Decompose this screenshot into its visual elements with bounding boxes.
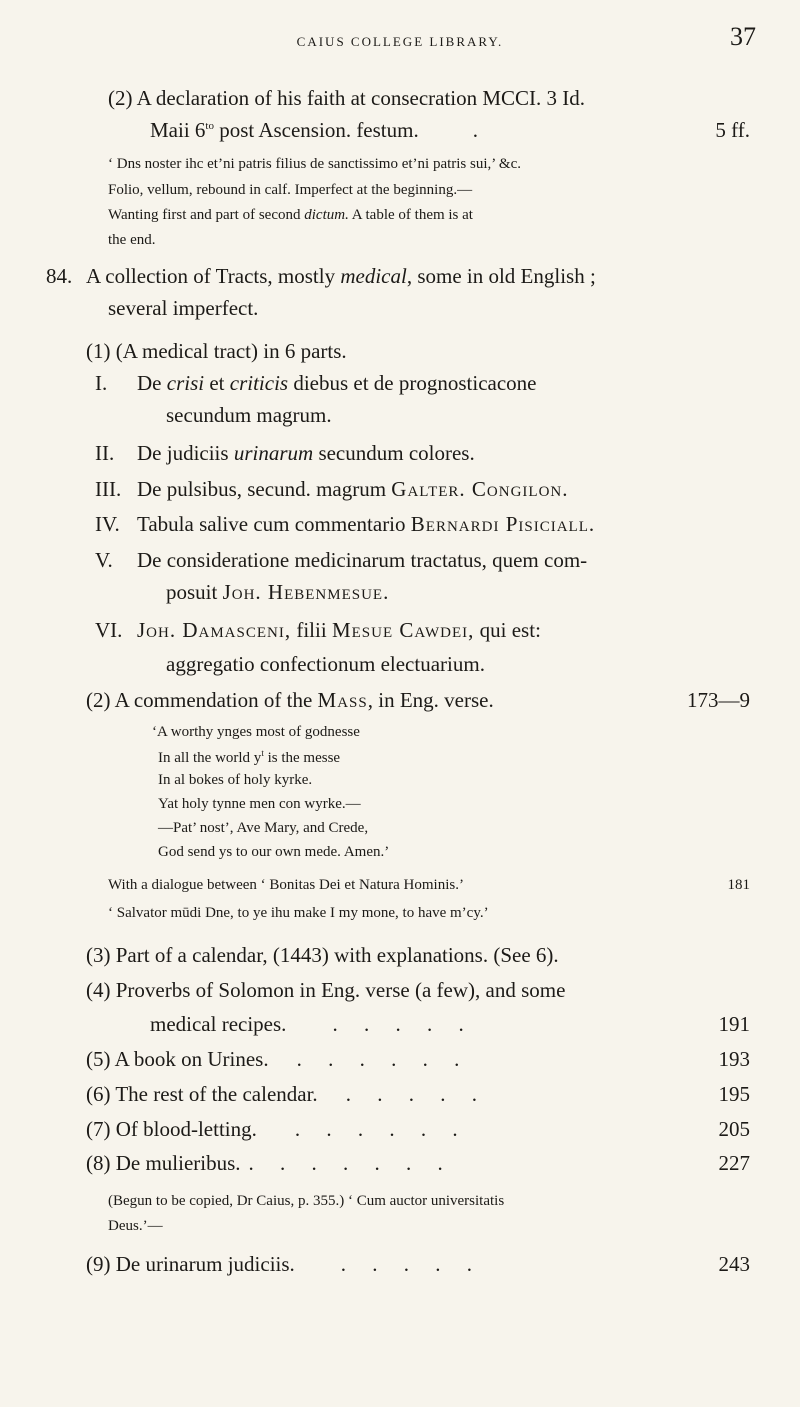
subpart-1-e: diebus et de prognosticacone bbox=[288, 371, 537, 395]
salvator-incipit: ‘ Salvator mūdi Dne, to ye ihu make I my mone, to have m’cy.’ bbox=[108, 905, 489, 921]
subpart-1-num: I. bbox=[95, 371, 108, 395]
subpart-6-author-2: Mesue Cawdei, bbox=[331, 618, 475, 642]
subpart-5-cont-a: posuit bbox=[166, 580, 223, 604]
entry-title-line2: several imperfect. bbox=[108, 296, 259, 320]
part-7-page-ref: 205 bbox=[718, 1117, 750, 1141]
prev-item-line2-text: Maii 6 bbox=[150, 118, 206, 142]
subpart-5-author: Joh. Hebenmesue. bbox=[222, 580, 390, 604]
part-5: (5) A book on Urines. . . . . . . bbox=[86, 1047, 460, 1071]
subpart-1 bbox=[95, 371, 537, 396]
part-2-heading bbox=[86, 688, 494, 713]
subpart-4-num: IV. bbox=[95, 512, 120, 536]
subpart-2 bbox=[95, 441, 475, 466]
subpart-5-cont bbox=[166, 580, 389, 605]
part-7: (7) Of blood-letting. . . . . . . bbox=[86, 1117, 458, 1141]
subpart-6-cont: aggregatio confectionum electuarium. bbox=[166, 652, 485, 676]
subpart-2-b: urinarum bbox=[233, 441, 314, 465]
subpart-1-b: crisi bbox=[166, 371, 205, 395]
part-5-label: (5) A book on Urines. bbox=[86, 1047, 269, 1071]
page-number: 37 bbox=[730, 22, 756, 51]
verse-line-1: ‘A worthy ynges most of godnesse bbox=[152, 724, 360, 740]
part-5-page-ref: 193 bbox=[718, 1047, 750, 1071]
part-2-b: , in Eng. verse. bbox=[367, 688, 494, 712]
begun-note-1: (Begun to be copied, Dr Caius, p. 355.) ‘ Cum auctor universitatis bbox=[108, 1193, 505, 1209]
part-9-label: (9) De urinarum judiciis. bbox=[86, 1252, 295, 1276]
prev-item-description-2 bbox=[108, 207, 473, 224]
prev-item-desc2c: A table of them is at bbox=[348, 207, 473, 223]
subpart-2-num: II. bbox=[95, 441, 115, 465]
subpart-6 bbox=[95, 618, 541, 643]
page-header bbox=[0, 22, 800, 60]
part-6-page-ref: 195 bbox=[718, 1082, 750, 1106]
verse-line-2-b: is the messe bbox=[263, 750, 341, 766]
part-3: (3) Part of a calendar, (1443) with explanations. (See 6). bbox=[86, 943, 559, 967]
prev-item-superscript: to bbox=[205, 120, 214, 132]
verse-line-6: God send ys to our own mede. Amen.’ bbox=[158, 844, 390, 860]
subpart-1-a: De bbox=[137, 371, 167, 395]
entry-number: 84. bbox=[46, 264, 73, 288]
verse-line-3: In al bokes of holy kyrke. bbox=[158, 772, 313, 788]
verse-line-4: Yat holy tynne men con wyrke.— bbox=[158, 796, 361, 812]
subpart-1-cont: secundum magrum. bbox=[166, 403, 332, 427]
subpart-3-num: III. bbox=[95, 477, 122, 501]
subpart-3-a: De pulsibus, secund. magrum bbox=[137, 477, 392, 501]
subpart-6-num: VI. bbox=[95, 618, 123, 642]
part-2-page-ref: 173—9 bbox=[687, 688, 750, 712]
prev-item-description-3: the end. bbox=[108, 232, 156, 248]
part-8-label: (8) De mulieribus. bbox=[86, 1151, 241, 1175]
part-2-a: (2) A commendation of the bbox=[86, 688, 318, 712]
entry-title-c: , some in old English ; bbox=[406, 264, 596, 288]
prev-item-desc2b: dictum. bbox=[304, 207, 349, 223]
prev-item-line1: (2) A declaration of his faith at consecration MCCI. 3 Id. bbox=[108, 86, 586, 110]
prev-item-incipit: ‘ Dns noster ihc et’ni patris filius de sanctissimo et’ni patris sui,’ &c. bbox=[108, 156, 521, 172]
subpart-3 bbox=[95, 477, 569, 502]
subpart-4 bbox=[95, 512, 595, 537]
prev-item-desc2a: Wanting first and part of second bbox=[108, 207, 305, 223]
part-6: (6) The rest of the calendar. . . . . . bbox=[86, 1082, 477, 1106]
entry-title bbox=[86, 264, 596, 289]
part-9: (9) De urinarum judiciis. . . . . . bbox=[86, 1252, 473, 1276]
verse-line-2-a: In all the world y bbox=[158, 750, 262, 766]
subpart-5-num: V. bbox=[95, 548, 113, 572]
subpart-4-author: Bernardi Pisiciall. bbox=[410, 512, 596, 536]
part-1-heading: (1) (A medical tract) in 6 parts. bbox=[86, 339, 347, 363]
prev-item-page-ref: 5 ff. bbox=[715, 118, 750, 142]
subpart-1-d: criticis bbox=[229, 371, 289, 395]
subpart-4-a: Tabula salive cum commentario bbox=[137, 512, 411, 536]
prev-item-line2-rest: post Ascension. festum. bbox=[213, 118, 419, 142]
part-9-page-ref: 243 bbox=[718, 1252, 750, 1276]
part-4: (4) Proverbs of Solomon in Eng. verse (a few), and some bbox=[86, 978, 566, 1002]
dialogue-note: With a dialogue between ‘ Bonitas Dei et Natura Hominis.’ bbox=[108, 877, 464, 893]
prev-item-line2: Maii $6^{to}$ post Ascension. festum. . bbox=[150, 118, 478, 142]
part-7-label: (7) Of blood-letting. bbox=[86, 1117, 257, 1141]
subpart-6-a: filii bbox=[291, 618, 332, 642]
subpart-3-author: Galter. Congilon. bbox=[391, 477, 569, 501]
begun-note-2: Deus.’— bbox=[108, 1218, 163, 1234]
subpart-1-c: et bbox=[204, 371, 230, 395]
verse-superscript: t bbox=[261, 748, 264, 758]
subpart-5-a: De consideratione medicinarum tractatus, quem com- bbox=[137, 548, 588, 572]
running-head: CAIUS COLLEGE LIBRARY. bbox=[296, 34, 504, 49]
part-8-page-ref: 227 bbox=[718, 1151, 750, 1175]
part-2-mass: Mass bbox=[317, 688, 368, 712]
part-4-cont: medical recipes. . . . . . bbox=[150, 1012, 464, 1036]
dialogue-page-ref: 181 bbox=[727, 877, 750, 893]
subpart-6-author-1: Joh. Damasceni, bbox=[137, 618, 292, 642]
subpart-5 bbox=[95, 548, 587, 573]
entry-title-italic: medical bbox=[340, 264, 407, 288]
part-4-cont-label: medical recipes. bbox=[150, 1012, 287, 1036]
part-4-page-ref: 191 bbox=[718, 1012, 750, 1036]
subpart-2-a: De judiciis bbox=[137, 441, 234, 465]
verse-line-2 bbox=[158, 748, 340, 767]
prev-item-description-1: Folio, vellum, rebound in calf. Imperfect at the beginning.— bbox=[108, 182, 473, 198]
part-6-label: (6) The rest of the calendar. bbox=[86, 1082, 318, 1106]
entry-title-a: A collection of Tracts, mostly bbox=[86, 264, 341, 288]
subpart-6-b: qui est: bbox=[474, 618, 541, 642]
part-8: (8) De mulieribus. . . . . . . . bbox=[86, 1151, 443, 1175]
verse-line-5: —Pat’ nost’, Ave Mary, and Crede, bbox=[158, 820, 369, 836]
subpart-2-c: secundum colores. bbox=[313, 441, 475, 465]
